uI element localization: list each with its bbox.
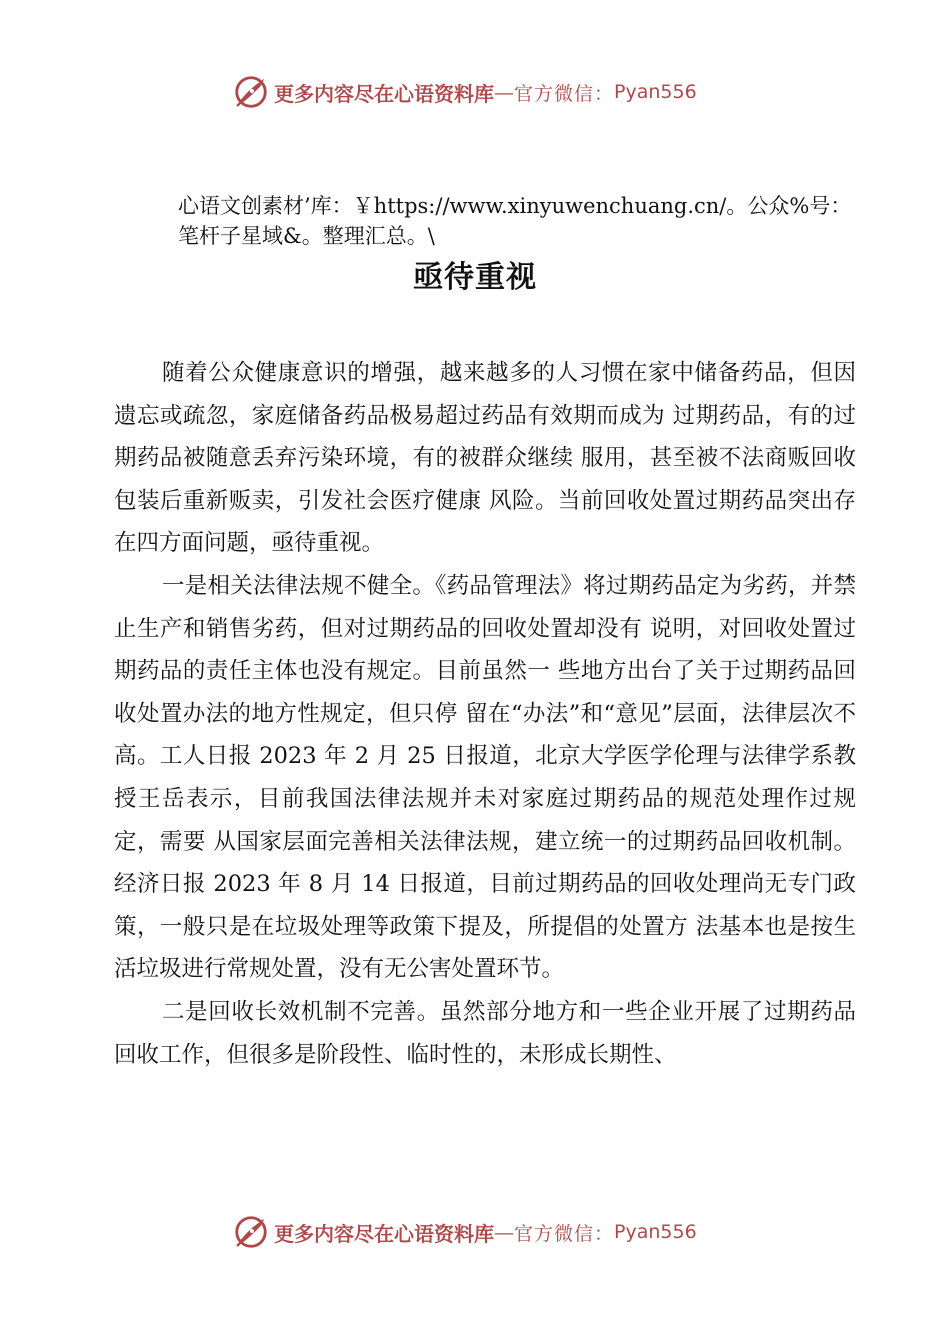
paragraph-intro: 随着公众健康意识的增强，越来越多的人习惯在家中储备药品，但因遗忘或疏忽，家庭储备药品极易超过药品有效期而成为 过期药品，有的过期药品被随意丢弃污染环境，有的被群众继续 服用，甚至被不法商贩回收包装后重新贩卖，引发社会医疗健康 风险。当前回收处置过期药品突出存在四方面问题，亟待重视。 <box>114 360 856 557</box>
pen-nib-logo-icon <box>232 73 270 111</box>
footer-banner-title: 更多内容尽在心语资料库 <box>274 1221 494 1246</box>
pen-nib-logo-icon <box>232 1213 270 1251</box>
paragraph-mechanism: 二是回收长效机制不完善。虽然部分地方和一些企业开展了过期药品回收工作，但很多是阶段性、临时性的，未形成长期性、 <box>114 998 856 1068</box>
banner-wechat-id: Pyan556 <box>614 81 697 103</box>
page-title: 亟待重视 <box>413 260 537 295</box>
footer-banner <box>232 1212 752 1252</box>
header-banner <box>232 72 752 112</box>
footer-banner-wechat-id: Pyan556 <box>614 1221 697 1243</box>
source-note: 心语文创素材’库：￥https://www.xinyuwenchuang.cn/。公众%号：笔杆子星域&。整理汇总。\ <box>178 194 852 248</box>
banner-title: 更多内容尽在心语资料库 <box>274 81 494 106</box>
paragraph-law: 一是相关法律法规不健全。《药品管理法》将过期药品定为劣药，并禁止生产和销售劣药，但对过期药品的回收处置却没有 说明，对回收处置过期药品的责任主体也没有规定。目前虽然一 些地方出台了关于过期药品回收处置办法的地方性规定，但只停 留在“办法”和“意见”层面，法律层次不高。工人日报 2023 年 2 月 25 日报道，北京大学医学伦理与法律学系教授王岳表示，目前我国法律法规并未对家庭过期药品的规范处理作过规定，需要 从国家层面完善相关法律法规，建立统一的过期药品回收机制。 经济日报 2023 年 8 月 14 日报道，目前过期药品的回收处理尚无专门政策，一般只是在垃圾处理等政策下提及，所提倡的处置方 法基本也是按生活垃圾进行常规处置，没有无公害处置环节。 <box>114 572 856 983</box>
footer-banner-wechat-label: 官方微信： <box>514 1222 615 1245</box>
banner-wechat-label: 官方微信： <box>514 82 615 105</box>
footer-banner-separator: — <box>494 1220 514 1244</box>
article-body <box>114 352 856 1076</box>
banner-separator: — <box>494 80 514 104</box>
